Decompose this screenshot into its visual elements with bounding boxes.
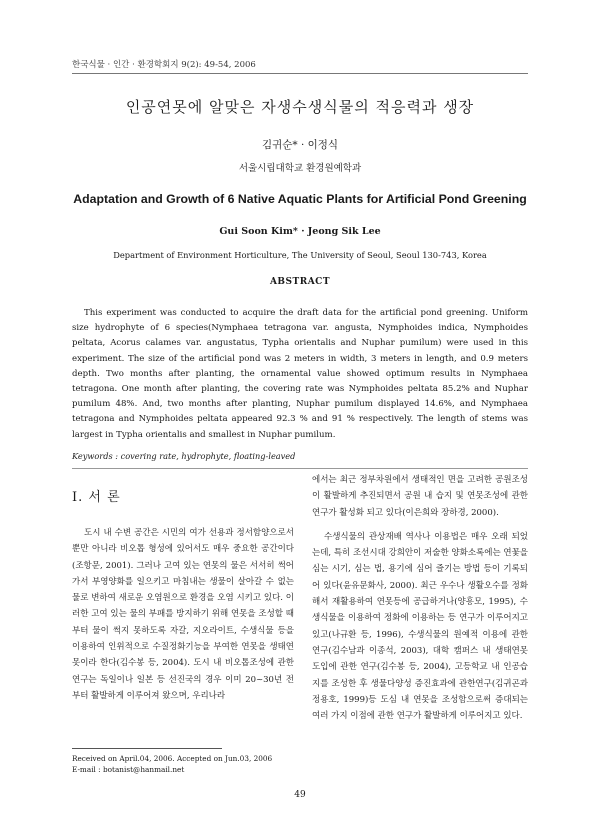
english-authors: Gui Soon Kim* · Jeong Sik Lee	[219, 226, 381, 237]
left-column	[72, 486, 294, 704]
korean-affiliation: 서울시립대학교 환경원예학과	[238, 163, 362, 174]
intro-paragraph-1: 도시 내 수변 공간은 시민의 여가 선용과 정서함양으로서 뿐만 아니라 비오톱 형성에 있어서도 매우 중요한 공간이다(조항문, 2001). 그러나 고여 있는 연못의 물은 서서히 썩어가서 부영양화를 일으키고 마침내는 생물이 살아갈 수 없는 물로 변하여 새로운 오염원으로 환경을 오염 시키고 있다. 이러한 고여 있는 물의 부패를 방지하기 위해 연못을 조성할 때부터 물이 썩지 못하도록 자갈, 지오라이트, 수생식물 등을 이용하여 인위적으로 수질정화기능을 부여한 연못을 생태연못이라 한다(김수봉 등, 2004). 도시 내 비오톱조성에 관한 연구는 독일이나 일본 등 선진국의 경우 이미 20~30년 전부터 활발하게 이루어져 왔으며, 우리나라	[72, 528, 294, 701]
intro-paragraph-continued: 에서는 최근 정부차원에서 생태적인 면을 고려한 공원조성이 활발하게 추진되면서 공원 내 습지 및 연못조성에 관한 연구가 활성화 되고 있다(이은희와 장하경, 2000).	[312, 475, 528, 518]
keywords-rule	[72, 468, 528, 469]
korean-authors: 김귀순* · 이정식	[261, 139, 339, 151]
right-column	[312, 472, 528, 724]
abstract-text: This experiment was conducted to acquire the draft data for the artificial pond greening. Uniform size hydrophyte of 6 species(Nymphaea tetragona var. angusta, Nymphoides indica, Nymphoides peltata, Acorus calames var. angustatus, Typha orientalis and Nuphar pumilum) were used in this experiment. The size of the artificial pond was 2 meters in width, 3 meters in length, and 0.9 meters depth. Two months after planting, the ornamental value showed optimum results in Nymphaea tetragona. One month after planting, the covering rate was Nymphoides peltata 85.2% and Nuphar pumilum 48%. And, two months after planting, Nuphar pumilum displayed 14.6%, and Nymphaea tetragona and Nymphoides peltata appeared 92.3 % and 91 % respectively. The length of stems was largest in Typha orientalis and smallest in Nuphar pumilum.	[72, 308, 528, 440]
korean-title: 인공연못에 알맞은 자생수생식물의 적응력과 생장	[125, 98, 475, 116]
footnote	[72, 753, 272, 775]
footnote-rule	[72, 748, 222, 749]
received-date: Received on April.04, 2006. Accepted on Jun.03, 2006	[72, 754, 273, 763]
author-email: E-mail : botanist@hanmail.net	[72, 765, 185, 774]
abstract-heading: ABSTRACT	[269, 277, 331, 287]
page-number: 49	[294, 790, 306, 800]
english-affiliation: Department of Environment Horticulture, The University of Seoul, Seoul 130-743, Korea	[113, 250, 487, 260]
english-title: Adaptation and Growth of 6 Native Aquatic Plants for Artificial Pond Greening	[73, 192, 527, 206]
journal-header: 한국식물 · 인간 · 환경학회지 9(2): 49-54, 2006	[72, 60, 256, 70]
section-heading-introduction: Ⅰ. 서 론	[72, 490, 121, 505]
keywords: Keywords : covering rate, hydrophyte, floating-leaved	[72, 451, 296, 461]
header-rule	[72, 73, 528, 74]
intro-paragraph-2: 수생식물의 관상재배 역사나 이용법은 매우 오래 되었는데, 특히 조선시대 강희안이 저술한 양화소록에는 연꽃을 심는 시기, 심는 법, 용기에 심어 즐기는 방법 등이 기록되어 있다(윤유문화사, 2000). 최근 우수나 생활오수를 정화해서 재활용하여 연못등에 공급하거나(양흥모, 1995), 수생식물을 이용하여 정화에 이용하는 등 연구가 이루어지고 있고(나규환 등, 1996), 수생식물의 원예적 이용에 관한 연구(김수남과 이종석, 2003), 대학 캠퍼스 내 생태연못 도입에 관한 연구(김수봉 등, 2004), 고등학교 내 인공습지를 조성한 후 생물다양성 증진효과에 관한연구(김귀곤과 정용호, 1999)등 도심 내 연못을 조성함으로써 증대되는 여러 가지 이점에 관한 연구가 활발하게 이루어지고 있다.	[312, 531, 528, 722]
